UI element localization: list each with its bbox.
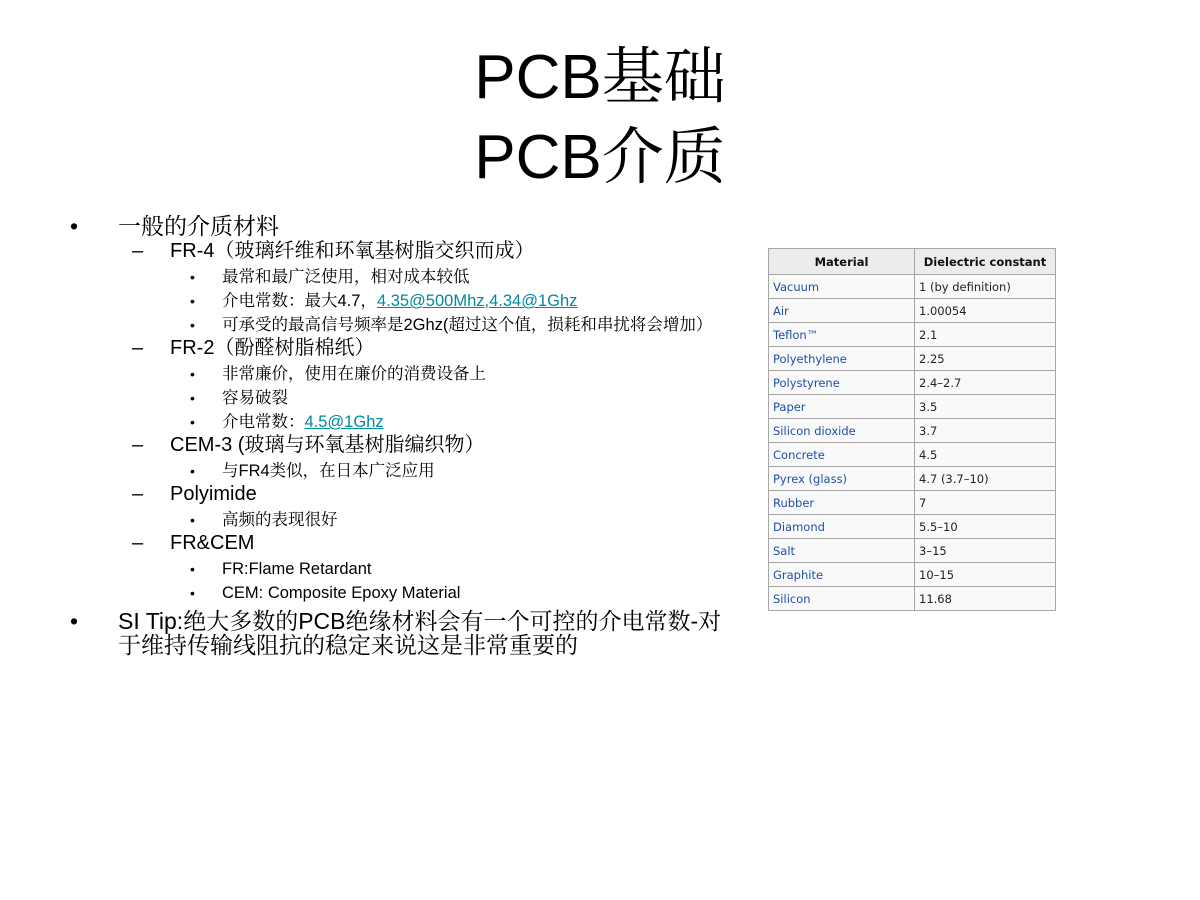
bullet-text: 一般的介质材料 xyxy=(118,213,279,239)
point-text: 最常和最广泛使用，相对成本较低 xyxy=(222,268,470,286)
table-row xyxy=(769,419,1056,443)
dot-icon: • xyxy=(190,561,195,577)
fr4-point-2 xyxy=(70,291,740,311)
subitem-label: Polyimide xyxy=(170,483,257,505)
dielectric-value-cell: 10–15 xyxy=(915,563,1056,587)
cem3-point-1 xyxy=(70,461,740,481)
dielectric-value-cell: 2.25 xyxy=(915,347,1056,371)
table-row xyxy=(769,395,1056,419)
dot-icon: • xyxy=(190,390,195,406)
point-text: 容易破裂 xyxy=(222,389,288,407)
dielectric-value-cell: 1 (by definition) xyxy=(915,275,1056,299)
dash-icon: – xyxy=(132,434,144,456)
subitem-fr4 xyxy=(70,239,740,263)
material-cell[interactable]: Silicon dioxide xyxy=(769,419,915,443)
frcem-point-2 xyxy=(70,583,740,603)
fr4-dielectric-link[interactable]: 4.35@500Mhz,4.34@1Ghz xyxy=(376,292,578,310)
title-line-2: PCB介质 xyxy=(474,123,726,192)
dash-icon: – xyxy=(132,483,144,505)
frcem-point-1 xyxy=(70,559,740,579)
dielectric-constant-table xyxy=(768,248,1056,611)
dot-icon: • xyxy=(190,293,195,309)
title-line-1: PCB基础 xyxy=(474,43,726,112)
subitem-label: FR-2（酚醛树脂棉纸） xyxy=(170,337,375,359)
fr4-point-3 xyxy=(70,315,740,335)
table-row xyxy=(769,587,1056,611)
dot-icon: • xyxy=(190,512,195,528)
table-row xyxy=(769,275,1056,299)
table-row xyxy=(769,323,1056,347)
dash-icon: – xyxy=(132,240,144,262)
point-text: 与FR4类似，在日本广泛应用 xyxy=(222,462,435,480)
table-row xyxy=(769,539,1056,563)
subitem-label: FR-4（玻璃纤维和环氧基树脂交织而成） xyxy=(170,240,535,262)
point-text: 可承受的最高信号频率是2Ghz(超过这个值，损耗和串扰将会增加） xyxy=(222,316,713,334)
dielectric-value-cell: 3.5 xyxy=(915,395,1056,419)
column-header-material: Material xyxy=(769,249,915,275)
material-cell[interactable]: Vacuum xyxy=(769,275,915,299)
table-row xyxy=(769,347,1056,371)
material-cell[interactable]: Polystyrene xyxy=(769,371,915,395)
column-header-dielectric-constant: Dielectric constant xyxy=(915,249,1056,275)
dielectric-value-cell: 2.4–2.7 xyxy=(915,371,1056,395)
material-cell[interactable]: Graphite xyxy=(769,563,915,587)
point-text: FR:Flame Retardant xyxy=(222,560,372,578)
table-row xyxy=(769,491,1056,515)
subitem-label: FR&CEM xyxy=(170,532,255,554)
material-cell[interactable]: Rubber xyxy=(769,491,915,515)
material-cell[interactable]: Air xyxy=(769,299,915,323)
subitem-polyimide xyxy=(70,482,740,506)
fr4-point-1 xyxy=(70,267,740,287)
dielectric-value-cell: 3–15 xyxy=(915,539,1056,563)
dielectric-value-cell: 2.1 xyxy=(915,323,1056,347)
subitem-fr2 xyxy=(70,336,740,360)
table-row xyxy=(769,443,1056,467)
slide-title xyxy=(300,38,900,198)
subitem-cem3 xyxy=(70,433,740,457)
dielectric-table-image xyxy=(768,248,1056,618)
table-row xyxy=(769,371,1056,395)
point-text: 介电常数： xyxy=(222,413,305,431)
polyimide-point-1 xyxy=(70,510,740,530)
point-text: 非常廉价，使用在廉价的消费设备上 xyxy=(222,365,486,383)
point-text: CEM: Composite Epoxy Material xyxy=(222,584,461,602)
dash-icon: – xyxy=(132,337,144,359)
subitem-fr-cem xyxy=(70,531,740,555)
dielectric-value-cell: 1.00054 xyxy=(915,299,1056,323)
table-row xyxy=(769,467,1056,491)
material-cell[interactable]: Polyethylene xyxy=(769,347,915,371)
material-cell[interactable]: Salt xyxy=(769,539,915,563)
material-cell[interactable]: Diamond xyxy=(769,515,915,539)
bullet-item-dielectric-materials xyxy=(70,214,740,238)
fr2-point-3 xyxy=(70,412,740,432)
dot-icon: • xyxy=(190,269,195,285)
bullet-icon: • xyxy=(70,608,79,634)
table-row xyxy=(769,563,1056,587)
material-cell[interactable]: Paper xyxy=(769,395,915,419)
dielectric-value-cell: 3.7 xyxy=(915,419,1056,443)
table-row xyxy=(769,299,1056,323)
dielectric-value-cell: 5.5–10 xyxy=(915,515,1056,539)
material-cell[interactable]: Silicon xyxy=(769,587,915,611)
dielectric-value-cell: 11.68 xyxy=(915,587,1056,611)
bullet-item-si-tip xyxy=(70,609,740,657)
dot-icon: • xyxy=(190,317,195,333)
fr2-point-1 xyxy=(70,364,740,384)
bullet-icon: • xyxy=(70,213,79,239)
subitem-label: CEM-3 (玻璃与环氧基树脂编织物） xyxy=(170,434,485,456)
bullet-text: SI Tip:绝大多数的PCB绝缘材料会有一个可控的介电常数-对于维持传输线阻抗的稳定来说这是非常重要的 xyxy=(118,608,722,658)
dielectric-value-cell: 4.5 xyxy=(915,443,1056,467)
dot-icon: • xyxy=(190,366,195,382)
bullet-list xyxy=(70,210,740,657)
fr2-point-2 xyxy=(70,388,740,408)
point-text: 高频的表现很好 xyxy=(222,511,338,529)
dielectric-value-cell: 7 xyxy=(915,491,1056,515)
dot-icon: • xyxy=(190,585,195,601)
point-text: 介电常数：最大4.7， xyxy=(222,292,377,310)
dot-icon: • xyxy=(190,463,195,479)
table-body xyxy=(769,275,1056,611)
dielectric-value-cell: 4.7 (3.7–10) xyxy=(915,467,1056,491)
material-cell[interactable]: Teflon™ xyxy=(769,323,915,347)
dash-icon: – xyxy=(132,532,144,554)
table-header-row xyxy=(769,249,1056,275)
table-row xyxy=(769,515,1056,539)
material-cell[interactable]: Concrete xyxy=(769,443,915,467)
fr2-dielectric-link[interactable]: 4.5@1Ghz xyxy=(304,413,384,431)
material-cell[interactable]: Pyrex (glass) xyxy=(769,467,915,491)
dot-icon: • xyxy=(190,414,195,430)
